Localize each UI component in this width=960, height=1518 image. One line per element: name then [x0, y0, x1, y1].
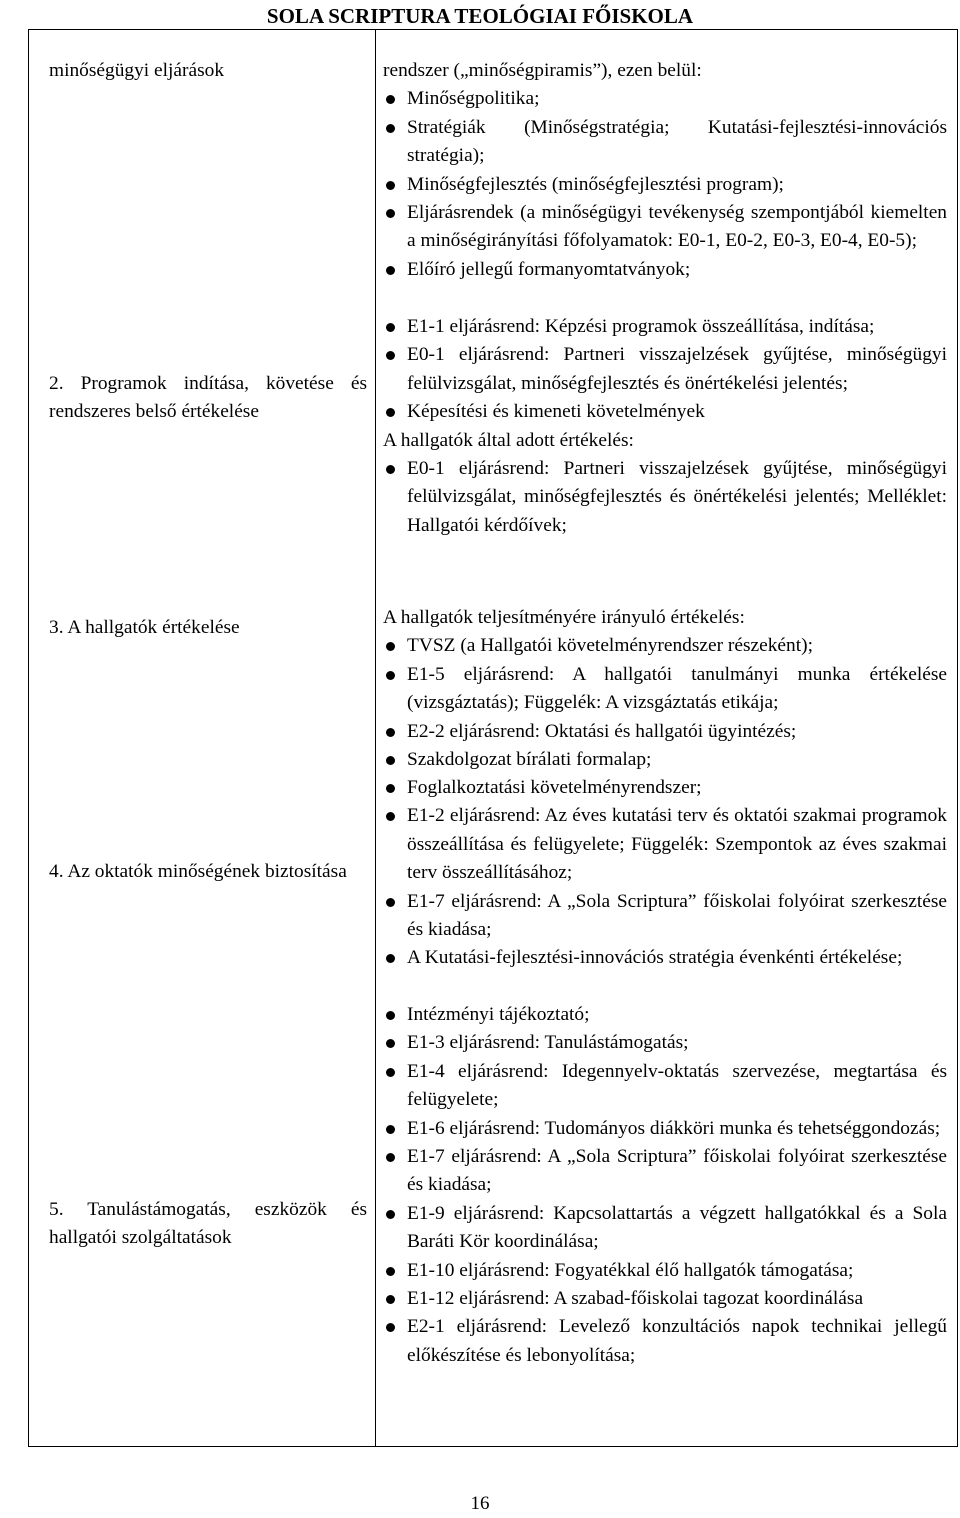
list-item: E1-9 eljárásrend: Kapcsolattartás a végzett hallgatókkal és a Sola Baráti Kör koordinálása; — [383, 1200, 947, 1257]
block1-intro: rendszer („minőségpiramis”), ezen belül: — [383, 60, 702, 81]
quality-table — [28, 29, 958, 1447]
list-item: E2-1 eljárásrend: Levelező konzultációs napok technikai jellegű előkészítése és lebonyolítása; — [383, 1313, 947, 1370]
column-divider — [375, 30, 376, 1446]
list-item: Minőségfejlesztés (minőségfejlesztési program); — [383, 171, 947, 199]
list-item: Minőségpolitika; — [383, 85, 947, 113]
page-header: SOLA SCRIPTURA TEOLÓGIAI FŐISKOLA — [266, 4, 694, 28]
list-item: Szakdolgozat bírálati formalap; — [383, 746, 947, 774]
list-item: E1-3 eljárásrend: Tanulástámogatás; — [383, 1029, 947, 1057]
list-item: E2-2 eljárásrend: Oktatási és hallgatói ügyintézés; — [383, 718, 947, 746]
list-item: Stratégiák (Minőségstratégia; Kutatási-fejlesztési-innovációs stratégia); — [383, 114, 947, 171]
block-teacher-quality — [383, 774, 947, 973]
list-item: E1-5 eljárásrend: A hallgatói tanulmányi munka értékelése (vizsgáztatás); Függelék: A vizsgáztatás etikája; — [383, 661, 947, 718]
list-item: E0-1 eljárásrend: Partneri visszajelzések gyűjtése, minőségügyi felülvizsgálat, minőségfejlesztés és önértékelési jelentés; — [383, 341, 947, 398]
list-item: Foglalkoztatási követelményrendszer; — [383, 774, 947, 802]
section-label-learning-support: 5. Tanulástámogatás, eszközök és hallgatói szolgáltatások — [49, 1199, 367, 1249]
section-label-programs: 2. Programok indítása, követése és rendszeres belső értékelése — [49, 373, 367, 423]
list-item: E1-12 eljárásrend: A szabad-főiskolai tagozat koordinálása — [383, 1285, 947, 1313]
section-label-teacher-quality: 4. Az oktatók minőségének biztosítása — [49, 861, 347, 882]
list-item: E1-10 eljárásrend: Fogyatékkal élő hallgatók támogatása; — [383, 1257, 947, 1285]
block-learning-support — [383, 1001, 947, 1370]
list-item: TVSZ (a Hallgatói követelményrendszer részeként); — [383, 632, 947, 660]
list-item: Intézményi tájékoztató; — [383, 1001, 947, 1029]
list-item: A Kutatási-fejlesztési-innovációs stratégia évenkénti értékelése; — [383, 944, 947, 972]
page-number: 16 — [470, 1493, 490, 1514]
section-label-quality-procedures: minőségügyi eljárások — [49, 60, 225, 81]
block2-sub-intro: A hallgatók által adott értékelés: — [383, 429, 634, 451]
list-item: Előíró jellegű formanyomtatványok; — [383, 256, 947, 284]
list-item: Eljárásrendek (a minőségügyi tevékenység szempontjából kiemelten a minőségirányítási főfolyamatok: E0-1, E0-2, E0-3, E0-4, E0-5); — [383, 199, 947, 256]
block-quality-system — [383, 57, 947, 284]
block-student-assessment — [383, 604, 947, 774]
list-item: E1-7 eljárásrend: A „Sola Scriptura” főiskolai folyóirat szerkesztése és kiadása; — [383, 888, 947, 945]
block-programs — [383, 313, 947, 540]
list-item: Képesítési és kimeneti követelmények — [383, 398, 947, 426]
block3-intro: A hallgatók teljesítményére irányuló értékelés: — [383, 607, 745, 628]
section-label-student-assessment: 3. A hallgatók értékelése — [49, 617, 240, 638]
list-item: E1-6 eljárásrend: Tudományos diákköri munka és tehetséggondozás; — [383, 1115, 947, 1143]
list-item: E0-1 eljárásrend: Partneri visszajelzések gyűjtése, minőségügyi felülvizsgálat, minőségfejlesztés és önértékelési jelentés; Melléklet: Hallgatói kérdőívek; — [383, 455, 947, 540]
list-item: E1-7 eljárásrend: A „Sola Scriptura” főiskolai folyóirat szerkesztése és kiadása; — [383, 1143, 947, 1200]
list-item: E1-4 eljárásrend: Idegennyelv-oktatás szervezése, megtartása és felügyelete; — [383, 1058, 947, 1115]
list-item: E1-2 eljárásrend: Az éves kutatási terv és oktatói szakmai programok összeállítása és felügyelete; Függelék: Szempontok az éves szakmai terv összeállításához; — [383, 802, 947, 887]
list-item: E1-1 eljárásrend: Képzési programok összeállítása, indítása; — [383, 313, 947, 341]
